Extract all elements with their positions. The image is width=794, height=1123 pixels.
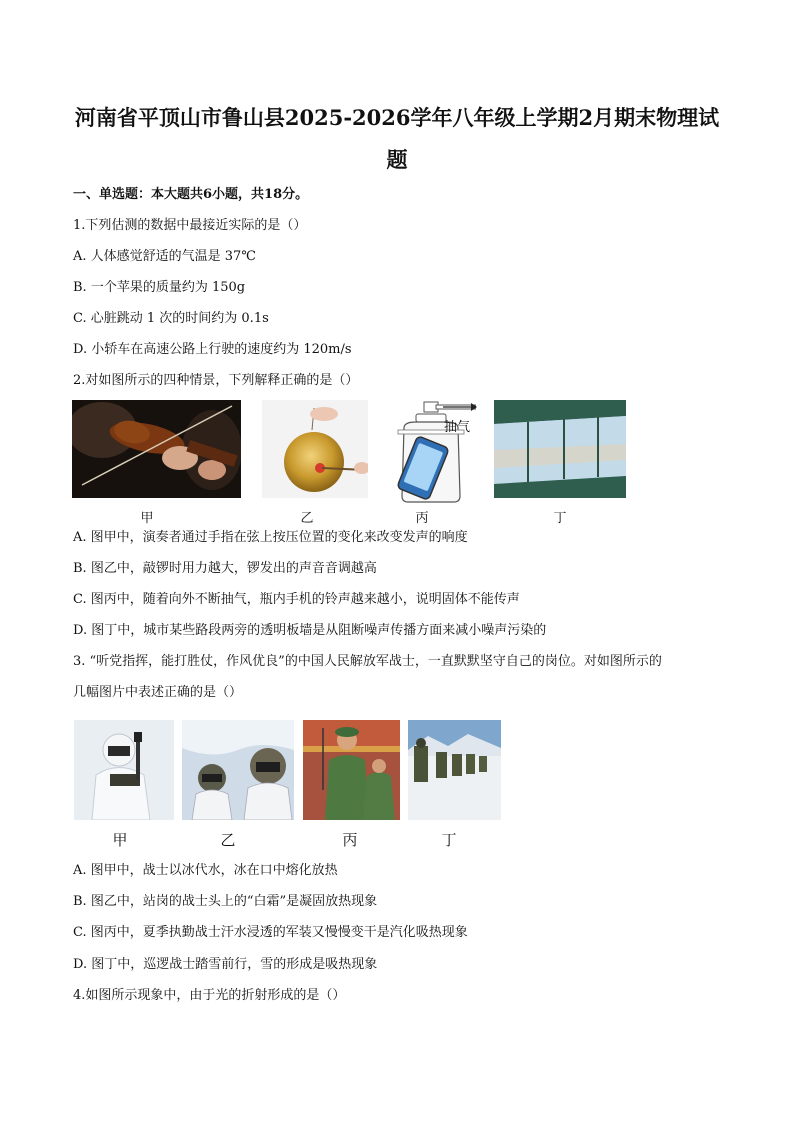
question-2-stem: 2.对如图所示的四种情景，下列解释正确的是（） xyxy=(73,373,359,388)
section-heading: 一、单选题：本大题共6小题，共18分。 xyxy=(73,187,309,202)
figure-3-caption-jia: 甲 xyxy=(112,831,128,849)
question-1-stem: 1.下列估测的数据中最接近实际的是（） xyxy=(73,218,307,233)
figure-3-caption-ding: 丁 xyxy=(441,831,457,849)
patrol-snow-photo xyxy=(408,720,501,820)
figure-2-caption-jia: 甲 xyxy=(140,511,154,526)
frost-soldiers-photo xyxy=(182,720,294,820)
question-4-stem: 4.如图所示现象中，由于光的折射形成的是（） xyxy=(73,988,346,1003)
soldier-snow-photo xyxy=(74,720,174,820)
arrow-right-icon xyxy=(443,397,477,407)
violin-photo xyxy=(72,400,241,498)
exam-title-line2: 题 xyxy=(386,147,408,172)
guard-soldiers-photo xyxy=(303,720,400,820)
question-3-option-b: B. 图乙中，站岗的战士头上的“白霜”是凝固放热现象 xyxy=(73,894,378,909)
figure-2-caption-yi: 乙 xyxy=(300,511,314,526)
question-3-option-c: C. 图丙中，夏季执勤战士汗水浸透的军装又慢慢变干是汽化吸热现象 xyxy=(73,925,468,940)
question-2-option-a: A. 图甲中，演奏者通过手指在弦上按压位置的变化来改变发声的响度 xyxy=(73,530,468,545)
question-3-stem-line1: 3. “听党指挥，能打胜仗，作风优良”的中国人民解放军战士，一直默默坚守自己的岗位。对如图所示的 xyxy=(73,654,662,669)
question-3-option-a: A. 图甲中，战士以冰代水，冰在口中熔化放热 xyxy=(73,863,338,878)
vacuum-jar-diagram xyxy=(386,398,476,506)
figure-3-caption-yi: 乙 xyxy=(220,831,236,849)
gong-photo xyxy=(262,400,368,498)
question-2-option-b: B. 图乙中，敲锣时用力越大，锣发出的声音音调越高 xyxy=(73,561,377,576)
question-1-option-c: C. 心脏跳动 1 次的时间约为 0.1s xyxy=(73,311,269,326)
pump-label: 抽气 xyxy=(444,420,471,435)
figure-2-caption-ding: 丁 xyxy=(553,511,567,526)
question-1-option-b: B. 一个苹果的质量约为 150g xyxy=(73,280,246,295)
noise-barrier-photo xyxy=(494,400,626,498)
figure-3-caption-bing: 丙 xyxy=(342,831,358,849)
question-1-option-a: A. 人体感觉舒适的气温是 37℃ xyxy=(73,249,256,264)
question-2-option-c: C. 图丙中，随着向外不断抽气，瓶内手机的铃声越来越小，说明固体不能传声 xyxy=(73,592,520,607)
exam-title-line1: 河南省平顶山市鲁山县2025-2026学年八年级上学期2月期末物理试 xyxy=(74,105,720,130)
figure-2-caption-bing: 丙 xyxy=(415,511,429,526)
question-3-stem-line2: 几幅图片中表述正确的是（） xyxy=(73,685,243,700)
question-2-option-d: D. 图丁中，城市某些路段两旁的透明板墙是从阻断噪声传播方面来减小噪声污染的 xyxy=(73,623,547,638)
question-1-option-d: D. 小轿车在高速公路上行驶的速度约为 120m/s xyxy=(73,342,352,357)
question-3-option-d: D. 图丁中，巡逻战士踏雪前行，雪的形成是吸热现象 xyxy=(73,957,378,972)
